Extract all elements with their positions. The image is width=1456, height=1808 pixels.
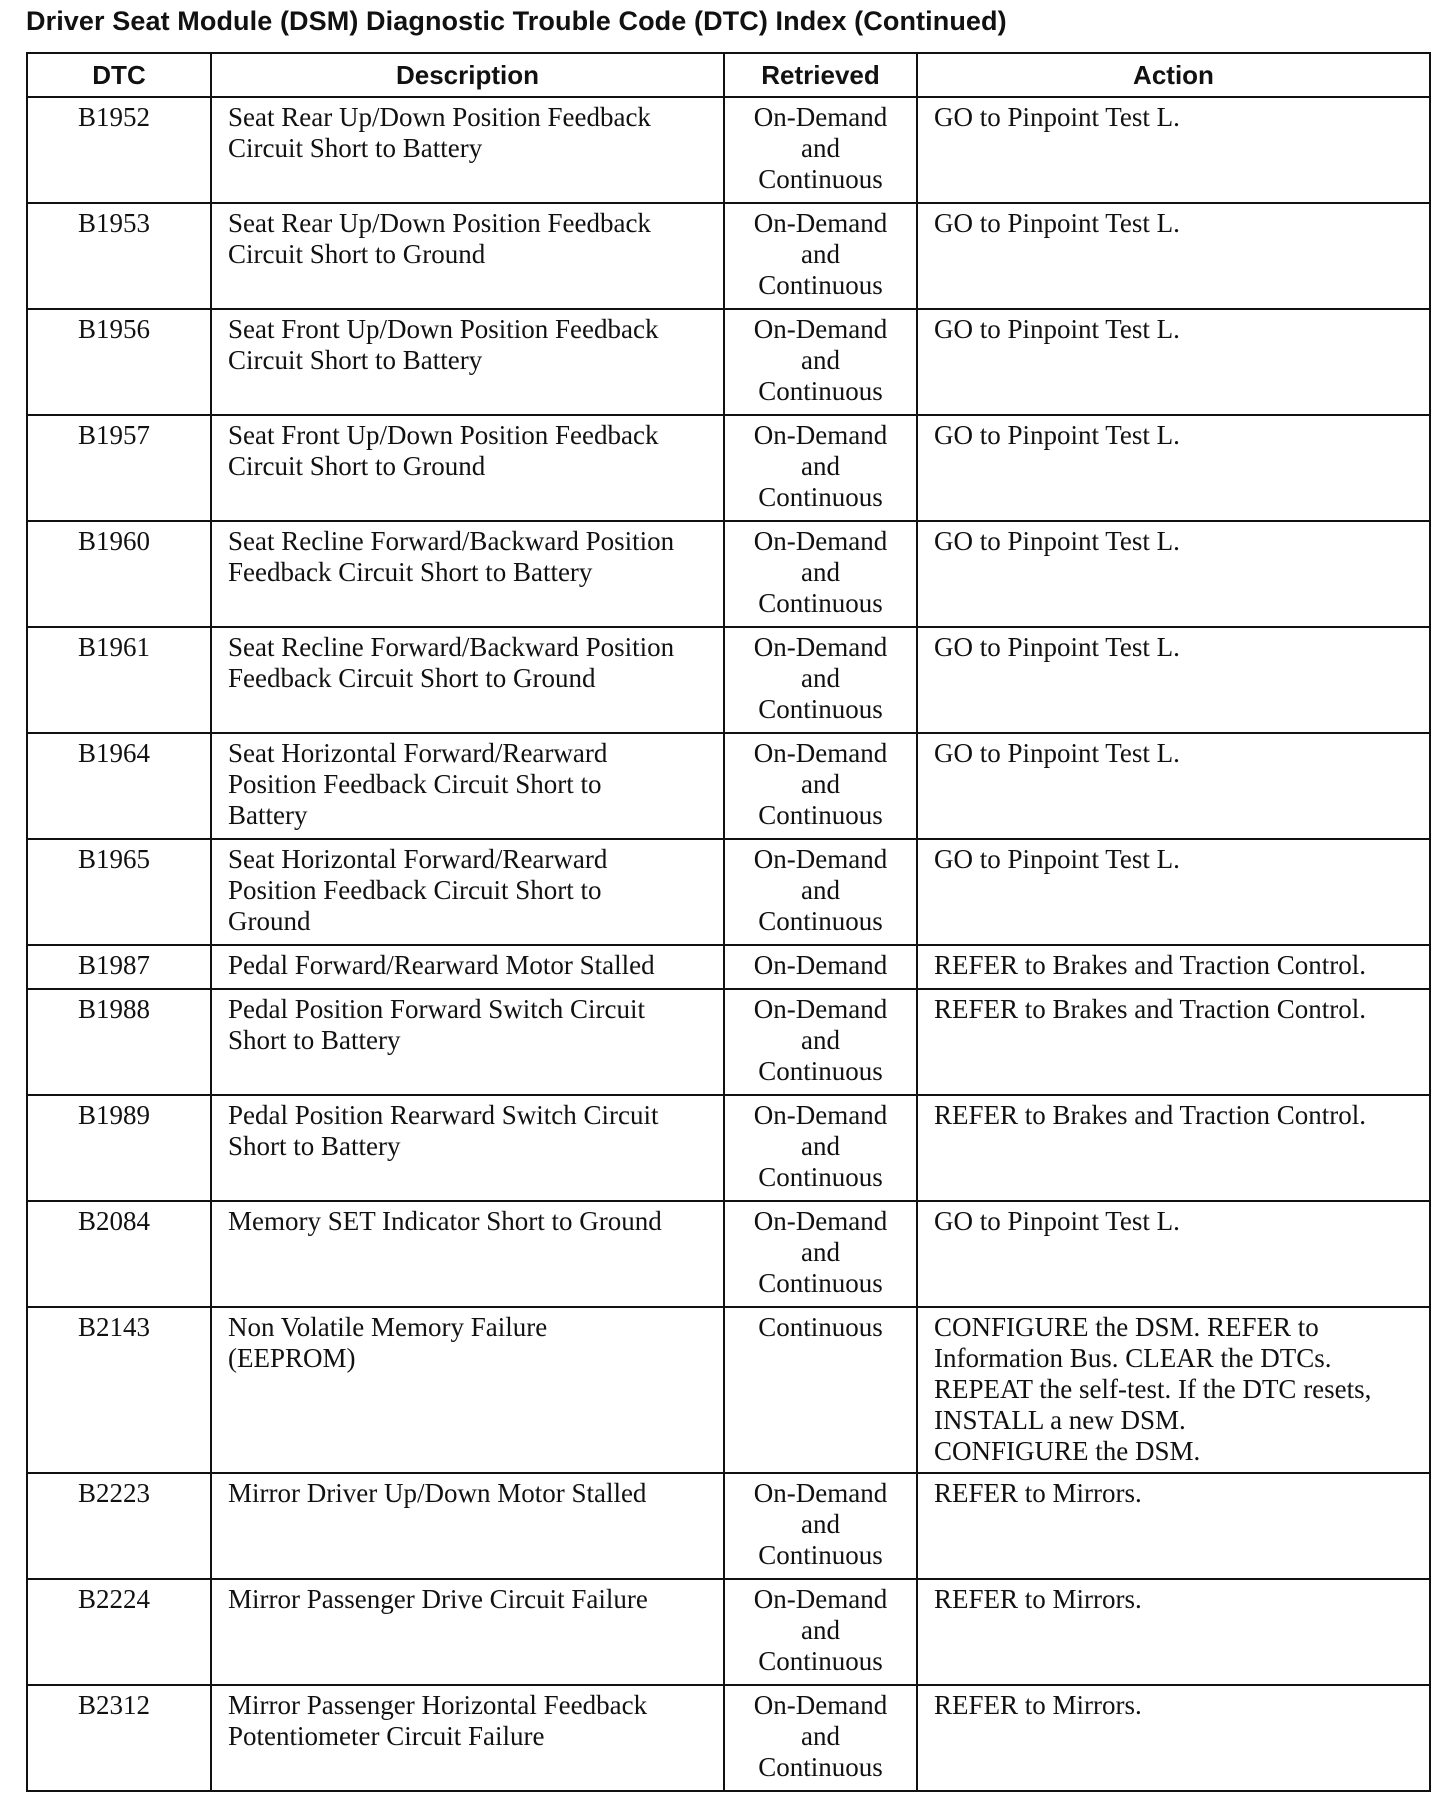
dtc-action: GO to Pinpoint Test L.	[934, 632, 1180, 662]
dtc-retrieved: On-Demand and Continuous	[753, 1584, 888, 1676]
dtc-description-cell	[211, 989, 724, 1095]
table-row	[27, 415, 1430, 521]
dtc-description: Memory SET Indicator Short to Ground	[228, 1206, 662, 1236]
dtc-description: Seat Front Up/Down Position Feedback Circuit Short to Battery	[228, 314, 659, 375]
dtc-code-cell	[27, 1579, 211, 1685]
dtc-code: B2312	[78, 1690, 151, 1720]
dtc-description-cell	[211, 415, 724, 521]
dtc-code: B2223	[78, 1478, 151, 1508]
header-dtc: DTC	[27, 53, 211, 97]
header-action: Action	[917, 53, 1430, 97]
dtc-code: B1957	[78, 420, 151, 450]
dtc-code: B1965	[78, 844, 151, 874]
dtc-description-cell	[211, 627, 724, 733]
table-row	[27, 203, 1430, 309]
dtc-action: REFER to Brakes and Traction Control.	[934, 1100, 1366, 1130]
dtc-retrieved-cell	[724, 1307, 917, 1473]
dtc-action-cell	[917, 839, 1430, 945]
dtc-code-cell	[27, 989, 211, 1095]
dtc-description-cell	[211, 203, 724, 309]
table-row	[27, 1579, 1430, 1685]
dtc-description-cell	[211, 1685, 724, 1791]
dtc-action-cell	[917, 1095, 1430, 1201]
dtc-description-cell	[211, 1307, 724, 1473]
dtc-action-cell	[917, 97, 1430, 203]
dtc-retrieved: On-Demand and Continuous	[753, 632, 888, 724]
dtc-code-cell	[27, 1201, 211, 1307]
dtc-action: GO to Pinpoint Test L.	[934, 844, 1180, 874]
dtc-description-cell	[211, 1579, 724, 1685]
dtc-retrieved-cell	[724, 309, 917, 415]
dtc-retrieved-cell	[724, 733, 917, 839]
dtc-description-cell	[211, 309, 724, 415]
dtc-description: Mirror Passenger Drive Circuit Failure	[228, 1584, 648, 1614]
dtc-retrieved: On-Demand and Continuous	[753, 738, 888, 830]
dtc-action: GO to Pinpoint Test L.	[934, 738, 1180, 768]
dtc-description: Pedal Position Rearward Switch Circuit Short to Battery	[228, 1100, 659, 1161]
dtc-description: Seat Recline Forward/Backward Position Feedback Circuit Short to Battery	[228, 526, 675, 587]
dtc-code: B1961	[78, 632, 151, 662]
dtc-action: GO to Pinpoint Test L.	[934, 208, 1180, 238]
dtc-action: GO to Pinpoint Test L.	[934, 526, 1180, 556]
dtc-code: B1956	[78, 314, 151, 344]
dtc-description: Seat Rear Up/Down Position Feedback Circuit Short to Battery	[228, 102, 651, 163]
dtc-action: GO to Pinpoint Test L.	[934, 420, 1180, 450]
dtc-code-cell	[27, 839, 211, 945]
dtc-retrieved: On-Demand and Continuous	[753, 1100, 888, 1192]
table-row	[27, 521, 1430, 627]
dtc-code: B1964	[78, 738, 151, 768]
dtc-retrieved-cell	[724, 1201, 917, 1307]
dtc-code: B2084	[78, 1206, 151, 1236]
dtc-action-cell	[917, 309, 1430, 415]
dtc-retrieved-cell	[724, 521, 917, 627]
dtc-code-cell	[27, 1095, 211, 1201]
dtc-action-cell	[917, 989, 1430, 1095]
dtc-description: Non Volatile Memory Failure (EEPROM)	[228, 1312, 548, 1373]
table-row	[27, 97, 1430, 203]
dtc-action: REFER to Mirrors.	[934, 1690, 1142, 1720]
table-header-row	[27, 53, 1430, 97]
dtc-retrieved: On-Demand	[753, 950, 888, 980]
dtc-description-cell	[211, 97, 724, 203]
dtc-description-cell	[211, 945, 724, 989]
dtc-code-cell	[27, 733, 211, 839]
dtc-action: REFER to Mirrors.	[934, 1584, 1142, 1614]
dtc-retrieved: On-Demand and Continuous	[753, 1206, 888, 1298]
table-body	[27, 97, 1430, 1791]
dtc-description: Pedal Position Forward Switch Circuit Short to Battery	[228, 994, 645, 1055]
dtc-code-cell	[27, 1685, 211, 1791]
dtc-code-cell	[27, 203, 211, 309]
dtc-retrieved: On-Demand and Continuous	[753, 844, 888, 936]
dtc-retrieved-cell	[724, 415, 917, 521]
dtc-action-cell	[917, 1307, 1430, 1473]
dtc-retrieved-cell	[724, 989, 917, 1095]
dtc-retrieved-cell	[724, 1473, 917, 1579]
dtc-description-cell	[211, 839, 724, 945]
dtc-action-cell	[917, 1579, 1430, 1685]
dtc-retrieved: Continuous	[758, 1312, 883, 1342]
table-row	[27, 945, 1430, 989]
dtc-code-cell	[27, 521, 211, 627]
table-row	[27, 1095, 1430, 1201]
dtc-retrieved: On-Demand and Continuous	[753, 526, 888, 618]
dtc-action-cell	[917, 415, 1430, 521]
dtc-retrieved-cell	[724, 1095, 917, 1201]
dtc-description: Seat Rear Up/Down Position Feedback Circuit Short to Ground	[228, 208, 651, 269]
table-row	[27, 839, 1430, 945]
dtc-retrieved: On-Demand and Continuous	[753, 1690, 888, 1782]
table-row	[27, 1473, 1430, 1579]
dtc-retrieved: On-Demand and Continuous	[753, 208, 888, 300]
dtc-code: B1953	[78, 208, 151, 238]
dtc-code: B1960	[78, 526, 151, 556]
dtc-action-cell	[917, 627, 1430, 733]
table-row	[27, 1201, 1430, 1307]
dtc-action: REFER to Brakes and Traction Control.	[934, 994, 1366, 1024]
dtc-description-cell	[211, 1201, 724, 1307]
dtc-code-cell	[27, 627, 211, 733]
table-row	[27, 627, 1430, 733]
dtc-code-cell	[27, 309, 211, 415]
dtc-description-cell	[211, 521, 724, 627]
dtc-action: REFER to Mirrors.	[934, 1478, 1142, 1508]
dtc-description: Mirror Passenger Horizontal Feedback Potentiometer Circuit Failure	[228, 1690, 648, 1751]
dtc-index-table	[26, 52, 1431, 1792]
dtc-code-cell	[27, 1307, 211, 1473]
dtc-code: B2143	[78, 1312, 151, 1342]
dtc-action: GO to Pinpoint Test L.	[934, 314, 1180, 344]
table-row	[27, 1307, 1430, 1473]
dtc-action-cell	[917, 1473, 1430, 1579]
dtc-retrieved-cell	[724, 203, 917, 309]
dtc-description: Mirror Driver Up/Down Motor Stalled	[228, 1478, 647, 1508]
table-row	[27, 989, 1430, 1095]
dtc-code: B1987	[78, 950, 151, 980]
header-description: Description	[211, 53, 724, 97]
dtc-code-cell	[27, 945, 211, 989]
dtc-code: B1988	[78, 994, 151, 1024]
dtc-description: Seat Horizontal Forward/Rearward Position Feedback Circuit Short to Ground	[228, 844, 608, 936]
dtc-action-cell	[917, 521, 1430, 627]
dtc-action-cell	[917, 945, 1430, 989]
dtc-description-cell	[211, 733, 724, 839]
table-row	[27, 309, 1430, 415]
dtc-retrieved: On-Demand and Continuous	[753, 1478, 888, 1570]
dtc-code: B1952	[78, 102, 151, 132]
dtc-action-cell	[917, 733, 1430, 839]
page-title: Driver Seat Module (DSM) Diagnostic Trouble Code (DTC) Index (Continued)	[26, 6, 1007, 36]
dtc-description: Seat Horizontal Forward/Rearward Position Feedback Circuit Short to Battery	[228, 738, 608, 830]
dtc-code-cell	[27, 97, 211, 203]
dtc-action: GO to Pinpoint Test L.	[934, 1206, 1180, 1236]
dtc-retrieved: On-Demand and Continuous	[753, 102, 888, 194]
dtc-retrieved-cell	[724, 627, 917, 733]
table-row	[27, 1685, 1430, 1791]
dtc-action-cell	[917, 1685, 1430, 1791]
dtc-description: Seat Front Up/Down Position Feedback Circuit Short to Ground	[228, 420, 659, 481]
dtc-retrieved: On-Demand and Continuous	[753, 994, 888, 1086]
dtc-retrieved-cell	[724, 1579, 917, 1685]
dtc-retrieved-cell	[724, 1685, 917, 1791]
dtc-code-cell	[27, 415, 211, 521]
header-retrieved: Retrieved	[724, 53, 917, 97]
dtc-action-cell	[917, 1201, 1430, 1307]
dtc-retrieved-cell	[724, 945, 917, 989]
dtc-code: B1989	[78, 1100, 151, 1130]
dtc-action: REFER to Brakes and Traction Control.	[934, 950, 1366, 980]
dtc-action: GO to Pinpoint Test L.	[934, 102, 1180, 132]
dtc-description-cell	[211, 1095, 724, 1201]
dtc-retrieved-cell	[724, 839, 917, 945]
dtc-retrieved-cell	[724, 97, 917, 203]
dtc-code-cell	[27, 1473, 211, 1579]
dtc-description-cell	[211, 1473, 724, 1579]
dtc-description: Seat Recline Forward/Backward Position Feedback Circuit Short to Ground	[228, 632, 675, 693]
table-row	[27, 733, 1430, 839]
dtc-retrieved: On-Demand and Continuous	[753, 314, 888, 406]
dtc-action: CONFIGURE the DSM. REFER to Information Bus. CLEAR the DTCs. REPEAT the self-test. If the DTC resets, INSTALL a new DSM. CONFIGURE the DSM.	[934, 1312, 1372, 1466]
dtc-description: Pedal Forward/Rearward Motor Stalled	[228, 950, 655, 980]
dtc-action-cell	[917, 203, 1430, 309]
dtc-code: B2224	[78, 1584, 151, 1614]
dtc-retrieved: On-Demand and Continuous	[753, 420, 888, 512]
